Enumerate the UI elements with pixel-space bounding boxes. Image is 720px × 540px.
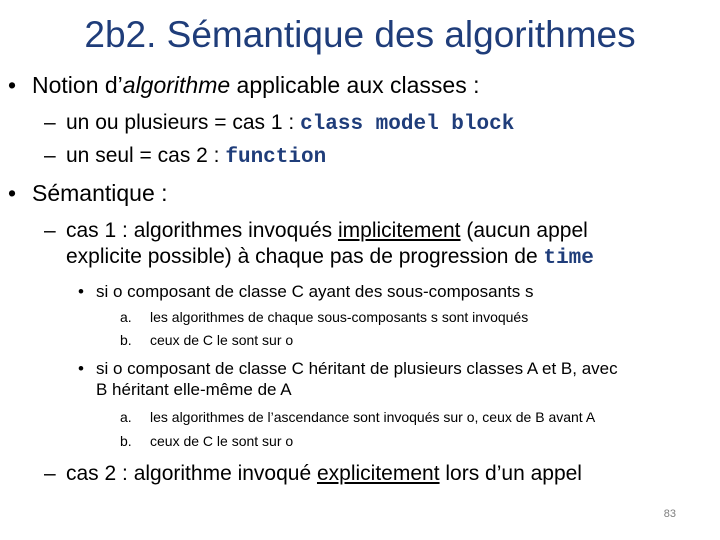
enum-item-b2 bbox=[120, 432, 293, 450]
enum-marker: a. bbox=[120, 309, 132, 325]
enum-text: les algorithmes de chaque sous-composants s sont invoqués bbox=[150, 309, 529, 325]
code-keywords: class model block bbox=[300, 113, 515, 136]
subbullet-text-pre: cas 1 : algorithmes invoqués bbox=[66, 219, 338, 242]
underlined-word: implicitement bbox=[337, 219, 461, 242]
level3-text: si o composant de classe C ayant des sous-composants s bbox=[96, 282, 534, 301]
subbullet-text: un seul = cas 2 : bbox=[66, 144, 226, 167]
bullet-marker: • bbox=[78, 359, 84, 378]
bullet-marker: • bbox=[8, 72, 17, 98]
bullet-marker: • bbox=[78, 282, 84, 301]
bullet-marker: • bbox=[8, 180, 17, 206]
enum-text: ceux de C le sont sur o bbox=[150, 332, 294, 348]
enum-text: les algorithmes de l’ascendance sont invoqués sur o, ceux de B avant A bbox=[150, 409, 596, 425]
bullet-notion-algorithme bbox=[8, 72, 479, 100]
dash-marker: – bbox=[44, 219, 56, 242]
dash-marker: – bbox=[44, 111, 56, 134]
bullet-text-pre: Notion d’ bbox=[32, 72, 123, 98]
subbullet-text-pre: cas 2 : algorithme invoqué bbox=[66, 462, 317, 485]
enum-marker: b. bbox=[120, 332, 132, 348]
bullet-text: Sémantique : bbox=[32, 180, 168, 206]
subbullet-text-post: lors d’un appel bbox=[439, 462, 582, 485]
slide-title: 2b2. Sémantique des algorithmes bbox=[84, 14, 636, 55]
subbullet-text-line2: explicite possible) à chaque pas de progression de bbox=[66, 245, 544, 269]
level3-bullet-heritage bbox=[78, 358, 618, 401]
level3-text-line1: si o composant de classe C héritant de plusieurs classes A et B, avec bbox=[96, 359, 618, 378]
enum-item-a bbox=[120, 308, 528, 326]
bullet-semantique bbox=[8, 180, 168, 208]
enum-item-a2 bbox=[120, 408, 595, 426]
code-keyword: time bbox=[543, 247, 594, 271]
enum-text: ceux de C le sont sur o bbox=[150, 433, 294, 449]
subbullet-text: un ou plusieurs = cas 1 : bbox=[66, 111, 301, 134]
bullet-text-italic: algorithme bbox=[122, 72, 231, 98]
subbullet-cas2-semantique bbox=[44, 461, 582, 487]
dash-marker: – bbox=[44, 462, 56, 485]
level3-text-line2: B héritant elle-même de A bbox=[96, 380, 292, 400]
subbullet-cas2 bbox=[44, 143, 326, 171]
subbullet-cas1-semantique bbox=[44, 218, 594, 273]
bullet-text-post: applicable aux classes : bbox=[230, 72, 480, 98]
enum-item-b bbox=[120, 331, 293, 349]
underlined-word: explicitement bbox=[316, 462, 440, 485]
enum-marker: b. bbox=[120, 433, 132, 449]
level3-bullet-sous-composants bbox=[78, 281, 534, 302]
subbullet-text-post: (aucun appel bbox=[460, 219, 588, 242]
page-number: 83 bbox=[663, 508, 676, 520]
code-keyword: function bbox=[225, 146, 327, 169]
enum-marker: a. bbox=[120, 409, 132, 425]
dash-marker: – bbox=[44, 144, 56, 167]
subbullet-cas1 bbox=[44, 110, 514, 138]
